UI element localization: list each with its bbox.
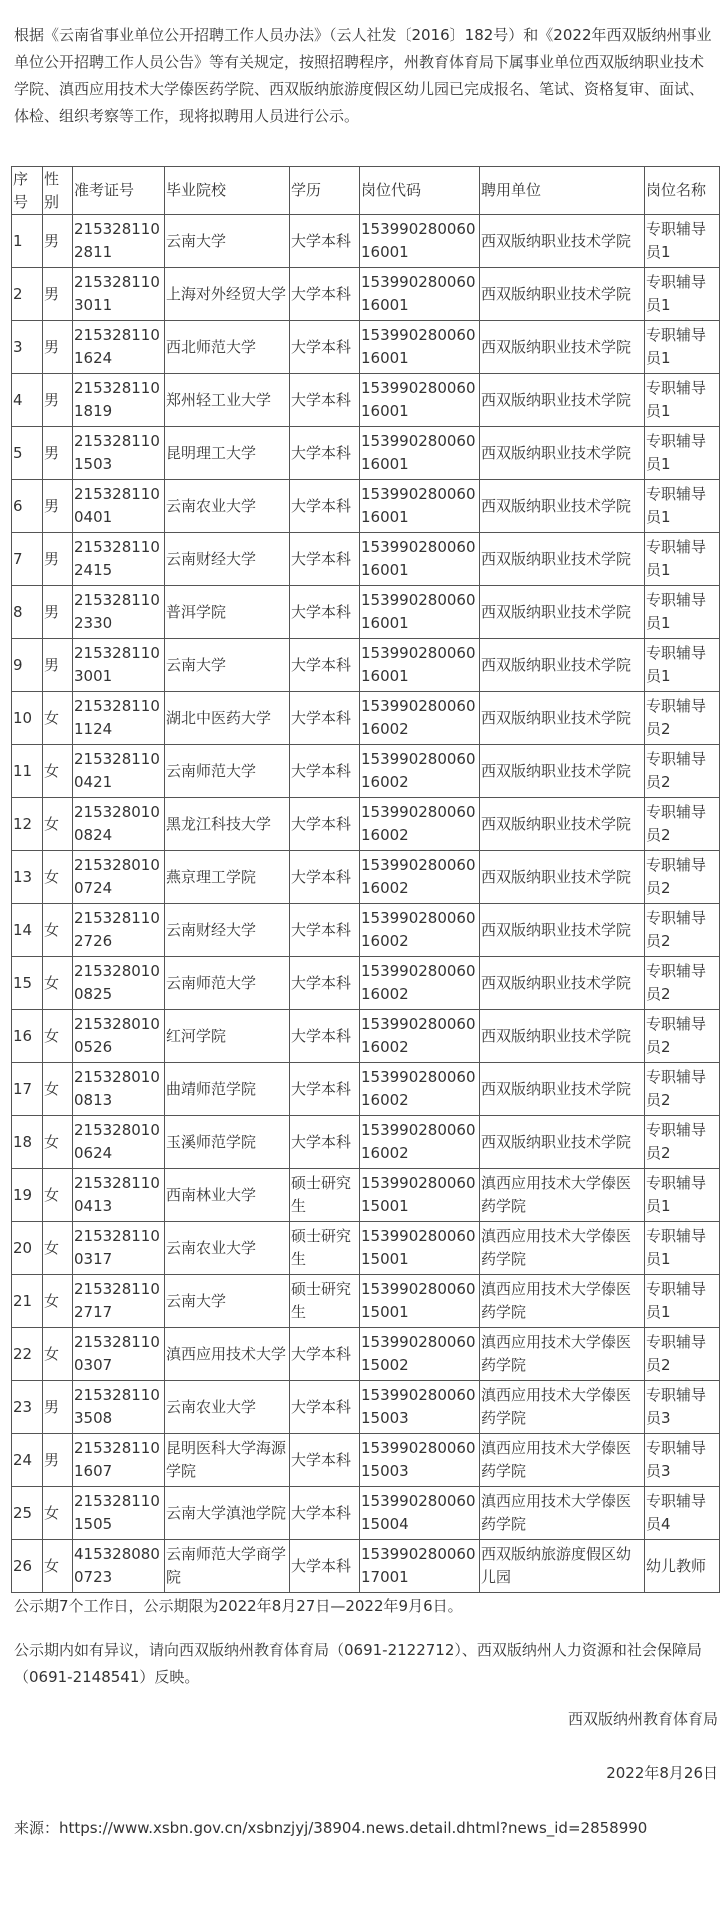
cell-gender: 女 [43, 1169, 73, 1222]
cell-gender: 男 [43, 1434, 73, 1487]
cell-employer: 滇西应用技术大学傣医药学院 [480, 1381, 645, 1434]
cell-gender: 女 [43, 957, 73, 1010]
cell-degree: 大学本科 [290, 639, 360, 692]
header-school: 毕业院校 [165, 167, 290, 215]
cell-degree: 大学本科 [290, 215, 360, 268]
cell-gender: 女 [43, 692, 73, 745]
cell-position-name: 专职辅导员3 [645, 1381, 720, 1434]
cell-employer: 滇西应用技术大学傣医药学院 [480, 1275, 645, 1328]
cell-position-name: 专职辅导员1 [645, 427, 720, 480]
table-row [12, 427, 720, 480]
cell-position-code: 15399028006016002 [360, 1116, 480, 1169]
cell-school: 黑龙江科技大学 [165, 798, 290, 851]
cell-employer: 西双版纳职业技术学院 [480, 480, 645, 533]
cell-gender: 女 [43, 1010, 73, 1063]
cell-degree: 大学本科 [290, 1540, 360, 1593]
cell-degree: 大学本科 [290, 745, 360, 798]
cell-index: 6 [12, 480, 43, 533]
cell-employer: 西双版纳职业技术学院 [480, 215, 645, 268]
table-row [12, 1063, 720, 1116]
cell-index: 15 [12, 957, 43, 1010]
cell-position-code: 15399028006015001 [360, 1169, 480, 1222]
cell-position-code: 15399028006017001 [360, 1540, 480, 1593]
cell-school: 云南大学 [165, 1275, 290, 1328]
cell-index: 24 [12, 1434, 43, 1487]
cell-degree: 硕士研究生 [290, 1275, 360, 1328]
cell-position-code: 15399028006016002 [360, 957, 480, 1010]
cell-degree: 大学本科 [290, 798, 360, 851]
cell-index: 14 [12, 904, 43, 957]
cell-degree: 大学本科 [290, 1434, 360, 1487]
cell-index: 8 [12, 586, 43, 639]
cell-position-code: 15399028006016001 [360, 427, 480, 480]
cell-school: 普洱学院 [165, 586, 290, 639]
cell-degree: 大学本科 [290, 321, 360, 374]
cell-degree: 硕士研究生 [290, 1222, 360, 1275]
cell-index: 12 [12, 798, 43, 851]
cell-school: 滇西应用技术大学 [165, 1328, 290, 1381]
header-position-name: 岗位名称 [645, 167, 720, 215]
cell-index: 13 [12, 851, 43, 904]
cell-school: 云南财经大学 [165, 533, 290, 586]
cell-gender: 男 [43, 374, 73, 427]
cell-employer: 西双版纳职业技术学院 [480, 904, 645, 957]
cell-school: 云南农业大学 [165, 1381, 290, 1434]
table-row [12, 904, 720, 957]
cell-degree: 大学本科 [290, 1116, 360, 1169]
cell-exam-id: 2153281102726 [73, 904, 165, 957]
cell-gender: 男 [43, 215, 73, 268]
table-row [12, 1487, 720, 1540]
cell-position-code: 15399028006015004 [360, 1487, 480, 1540]
cell-position-code: 15399028006016001 [360, 215, 480, 268]
cell-gender: 女 [43, 1275, 73, 1328]
cell-position-code: 15399028006015001 [360, 1275, 480, 1328]
cell-degree: 大学本科 [290, 480, 360, 533]
cell-exam-id: 2153281101124 [73, 692, 165, 745]
cell-index: 22 [12, 1328, 43, 1381]
cell-employer: 滇西应用技术大学傣医药学院 [480, 1169, 645, 1222]
cell-school: 云南师范大学 [165, 957, 290, 1010]
cell-position-name: 专职辅导员1 [645, 268, 720, 321]
cell-exam-id: 2153281103508 [73, 1381, 165, 1434]
cell-position-code: 15399028006016002 [360, 851, 480, 904]
cell-employer: 西双版纳职业技术学院 [480, 374, 645, 427]
cell-index: 1 [12, 215, 43, 268]
cell-exam-id: 2153280100813 [73, 1063, 165, 1116]
cell-index: 20 [12, 1222, 43, 1275]
table-row [12, 957, 720, 1010]
table-row [12, 215, 720, 268]
cell-employer: 西双版纳职业技术学院 [480, 851, 645, 904]
cell-position-name: 专职辅导员2 [645, 745, 720, 798]
cell-index: 18 [12, 1116, 43, 1169]
cell-employer: 西双版纳职业技术学院 [480, 586, 645, 639]
table-row [12, 321, 720, 374]
cell-employer: 西双版纳职业技术学院 [480, 321, 645, 374]
cell-exam-id: 2153281101607 [73, 1434, 165, 1487]
cell-school: 云南大学 [165, 215, 290, 268]
cell-school: 曲靖师范学院 [165, 1063, 290, 1116]
cell-degree: 大学本科 [290, 957, 360, 1010]
cell-exam-id: 2153280100624 [73, 1116, 165, 1169]
cell-employer: 西双版纳旅游度假区幼儿园 [480, 1540, 645, 1593]
cell-school: 昆明理工大学 [165, 427, 290, 480]
cell-exam-id: 2153281102717 [73, 1275, 165, 1328]
cell-exam-id: 2153280100724 [73, 851, 165, 904]
table-row [12, 851, 720, 904]
cell-index: 7 [12, 533, 43, 586]
cell-employer: 西双版纳职业技术学院 [480, 692, 645, 745]
cell-position-name: 专职辅导员1 [645, 215, 720, 268]
cell-position-name: 专职辅导员1 [645, 374, 720, 427]
cell-school: 云南财经大学 [165, 904, 290, 957]
cell-degree: 大学本科 [290, 427, 360, 480]
cell-school: 云南师范大学商学院 [165, 1540, 290, 1593]
cell-position-name: 专职辅导员2 [645, 851, 720, 904]
table-row [12, 1169, 720, 1222]
cell-school: 云南师范大学 [165, 745, 290, 798]
table-row [12, 586, 720, 639]
cell-exam-id: 2153280100825 [73, 957, 165, 1010]
header-employer: 聘用单位 [480, 167, 645, 215]
cell-exam-id: 2153280100526 [73, 1010, 165, 1063]
table-header-row [12, 167, 720, 215]
table-row [12, 1540, 720, 1593]
table-row [12, 1381, 720, 1434]
issue-date: 2022年8月26日 [606, 1764, 718, 1782]
cell-position-name: 专职辅导员1 [645, 1169, 720, 1222]
issuer-signature: 西双版纳州教育体育局 [567, 1710, 718, 1728]
cell-degree: 大学本科 [290, 851, 360, 904]
cell-degree: 大学本科 [290, 1381, 360, 1434]
table-row [12, 1010, 720, 1063]
cell-school: 湖北中医药大学 [165, 692, 290, 745]
cell-position-code: 15399028006015003 [360, 1434, 480, 1487]
cell-school: 云南大学 [165, 639, 290, 692]
cell-exam-id: 2153281103001 [73, 639, 165, 692]
cell-index: 21 [12, 1275, 43, 1328]
header-exam-id: 准考证号 [73, 167, 165, 215]
cell-index: 11 [12, 745, 43, 798]
table-row [12, 1116, 720, 1169]
cell-position-code: 15399028006015002 [360, 1328, 480, 1381]
header-position-code: 岗位代码 [360, 167, 480, 215]
cell-school: 郑州轻工业大学 [165, 374, 290, 427]
table-row [12, 374, 720, 427]
cell-position-name: 专职辅导员1 [645, 586, 720, 639]
cell-index: 25 [12, 1487, 43, 1540]
cell-exam-id: 2153281100401 [73, 480, 165, 533]
cell-exam-id: 2153281100421 [73, 745, 165, 798]
cell-degree: 大学本科 [290, 1487, 360, 1540]
cell-school: 燕京理工学院 [165, 851, 290, 904]
cell-exam-id: 2153281102415 [73, 533, 165, 586]
cell-index: 3 [12, 321, 43, 374]
cell-position-name: 专职辅导员2 [645, 1010, 720, 1063]
cell-employer: 西双版纳职业技术学院 [480, 1010, 645, 1063]
cell-position-name: 专职辅导员1 [645, 533, 720, 586]
cell-position-name: 幼儿教师 [645, 1540, 720, 1593]
cell-index: 23 [12, 1381, 43, 1434]
cell-position-name: 专职辅导员1 [645, 321, 720, 374]
cell-gender: 男 [43, 586, 73, 639]
cell-position-code: 15399028006016002 [360, 904, 480, 957]
cell-gender: 男 [43, 480, 73, 533]
cell-index: 5 [12, 427, 43, 480]
cell-degree: 大学本科 [290, 692, 360, 745]
objection-text: 公示期内如有异议，请向西双版纳州教育体育局（0691-2122712）、西双版纳州人力资源和社会保障局（0691-2148541）反映。 [14, 1641, 702, 1686]
cell-school: 西北师范大学 [165, 321, 290, 374]
cell-school: 云南大学滇池学院 [165, 1487, 290, 1540]
cell-position-name: 专职辅导员2 [645, 904, 720, 957]
cell-employer: 西双版纳职业技术学院 [480, 639, 645, 692]
cell-degree: 大学本科 [290, 268, 360, 321]
cell-position-code: 15399028006016002 [360, 1010, 480, 1063]
cell-employer: 西双版纳职业技术学院 [480, 798, 645, 851]
cell-exam-id: 2153281102330 [73, 586, 165, 639]
cell-degree: 大学本科 [290, 1328, 360, 1381]
cell-exam-id: 2153281103011 [73, 268, 165, 321]
cell-position-code: 15399028006016001 [360, 268, 480, 321]
cell-position-code: 15399028006015003 [360, 1381, 480, 1434]
table-body [12, 215, 720, 1593]
cell-exam-id: 2153281101624 [73, 321, 165, 374]
cell-position-name: 专职辅导员2 [645, 1116, 720, 1169]
cell-exam-id: 2153281100317 [73, 1222, 165, 1275]
table-row [12, 1328, 720, 1381]
cell-index: 17 [12, 1063, 43, 1116]
cell-index: 19 [12, 1169, 43, 1222]
cell-position-code: 15399028006016001 [360, 533, 480, 586]
cell-school: 昆明医科大学海源学院 [165, 1434, 290, 1487]
table-row [12, 533, 720, 586]
cell-index: 10 [12, 692, 43, 745]
cell-position-name: 专职辅导员2 [645, 1328, 720, 1381]
cell-gender: 女 [43, 1222, 73, 1275]
header-gender: 性别 [43, 167, 73, 215]
cell-employer: 滇西应用技术大学傣医药学院 [480, 1222, 645, 1275]
cell-gender: 女 [43, 1116, 73, 1169]
cell-employer: 西双版纳职业技术学院 [480, 745, 645, 798]
table-row [12, 745, 720, 798]
cell-exam-id: 2153280100824 [73, 798, 165, 851]
cell-gender: 女 [43, 1487, 73, 1540]
cell-position-name: 专职辅导员3 [645, 1434, 720, 1487]
cell-degree: 大学本科 [290, 1010, 360, 1063]
cell-degree: 大学本科 [290, 374, 360, 427]
cell-exam-id: 4153280800723 [73, 1540, 165, 1593]
cell-degree: 大学本科 [290, 1063, 360, 1116]
cell-index: 9 [12, 639, 43, 692]
cell-position-code: 15399028006016002 [360, 745, 480, 798]
table-row [12, 268, 720, 321]
cell-exam-id: 2153281101819 [73, 374, 165, 427]
cell-exam-id: 2153281101505 [73, 1487, 165, 1540]
cell-gender: 男 [43, 1381, 73, 1434]
cell-exam-id: 2153281101503 [73, 427, 165, 480]
cell-position-code: 15399028006016002 [360, 692, 480, 745]
cell-position-code: 15399028006015001 [360, 1222, 480, 1275]
cell-school: 西南林业大学 [165, 1169, 290, 1222]
cell-degree: 硕士研究生 [290, 1169, 360, 1222]
cell-exam-id: 2153281102811 [73, 215, 165, 268]
cell-gender: 男 [43, 321, 73, 374]
table-row [12, 1222, 720, 1275]
cell-school: 云南农业大学 [165, 1222, 290, 1275]
cell-position-code: 15399028006016002 [360, 1063, 480, 1116]
cell-school: 云南农业大学 [165, 480, 290, 533]
cell-position-code: 15399028006016002 [360, 798, 480, 851]
cell-position-code: 15399028006016001 [360, 321, 480, 374]
cell-position-code: 15399028006016001 [360, 480, 480, 533]
table-row [12, 1434, 720, 1487]
cell-gender: 女 [43, 798, 73, 851]
hiring-roster-table [11, 166, 720, 1593]
table-row [12, 639, 720, 692]
cell-position-name: 专职辅导员2 [645, 957, 720, 1010]
cell-gender: 男 [43, 427, 73, 480]
cell-index: 2 [12, 268, 43, 321]
cell-position-name: 专职辅导员2 [645, 692, 720, 745]
cell-gender: 女 [43, 851, 73, 904]
cell-employer: 滇西应用技术大学傣医药学院 [480, 1487, 645, 1540]
table-row [12, 480, 720, 533]
cell-gender: 女 [43, 1328, 73, 1381]
cell-gender: 女 [43, 745, 73, 798]
cell-degree: 大学本科 [290, 904, 360, 957]
cell-index: 16 [12, 1010, 43, 1063]
cell-gender: 男 [43, 639, 73, 692]
cell-gender: 男 [43, 533, 73, 586]
cell-school: 玉溪师范学院 [165, 1116, 290, 1169]
intro-paragraph: 根据《云南省事业单位公开招聘工作人员办法》（云人社发〔2016〕182号）和《2022年西双版纳州事业单位公开招聘工作人员公告》等有关规定，按照招聘程序，州教育体育局下属事业单位西双版纳职业技术学院、滇西应用技术大学傣医药学院、西双版纳旅游度假区幼儿园已完成报名、笔试、资格复审、面试、体检、组织考察等工作，现将拟聘用人员进行公示。 [14, 26, 712, 125]
cell-position-code: 15399028006016001 [360, 639, 480, 692]
cell-exam-id: 2153281100413 [73, 1169, 165, 1222]
cell-employer: 西双版纳职业技术学院 [480, 957, 645, 1010]
notice-period-text: 公示期7个工作日，公示期限为2022年8月27日—2022年9月6日。 [14, 1597, 463, 1615]
cell-position-name: 专职辅导员1 [645, 1275, 720, 1328]
cell-school: 上海对外经贸大学 [165, 268, 290, 321]
header-degree: 学历 [290, 167, 360, 215]
cell-gender: 女 [43, 1540, 73, 1593]
cell-employer: 西双版纳职业技术学院 [480, 1116, 645, 1169]
cell-employer: 西双版纳职业技术学院 [480, 533, 645, 586]
cell-exam-id: 2153281100307 [73, 1328, 165, 1381]
cell-employer: 西双版纳职业技术学院 [480, 268, 645, 321]
cell-employer: 滇西应用技术大学傣医药学院 [480, 1328, 645, 1381]
source-link[interactable]: 来源：https://www.xsbn.gov.cn/xsbnzjyj/38904.news.detail.dhtml?news_id=2858990 [14, 1819, 648, 1837]
table-row [12, 692, 720, 745]
cell-employer: 滇西应用技术大学傣医药学院 [480, 1434, 645, 1487]
cell-position-name: 专职辅导员1 [645, 1222, 720, 1275]
cell-index: 4 [12, 374, 43, 427]
cell-degree: 大学本科 [290, 533, 360, 586]
cell-position-name: 专职辅导员4 [645, 1487, 720, 1540]
cell-gender: 女 [43, 1063, 73, 1116]
cell-position-code: 15399028006016001 [360, 374, 480, 427]
cell-gender: 男 [43, 268, 73, 321]
cell-employer: 西双版纳职业技术学院 [480, 1063, 645, 1116]
cell-degree: 大学本科 [290, 586, 360, 639]
cell-school: 红河学院 [165, 1010, 290, 1063]
table-row [12, 1275, 720, 1328]
cell-employer: 西双版纳职业技术学院 [480, 427, 645, 480]
table-row [12, 798, 720, 851]
cell-position-name: 专职辅导员1 [645, 480, 720, 533]
cell-position-name: 专职辅导员1 [645, 639, 720, 692]
cell-position-name: 专职辅导员2 [645, 1063, 720, 1116]
cell-position-code: 15399028006016001 [360, 586, 480, 639]
cell-gender: 女 [43, 904, 73, 957]
header-index: 序号 [12, 167, 43, 215]
cell-index: 26 [12, 1540, 43, 1593]
cell-position-name: 专职辅导员2 [645, 798, 720, 851]
